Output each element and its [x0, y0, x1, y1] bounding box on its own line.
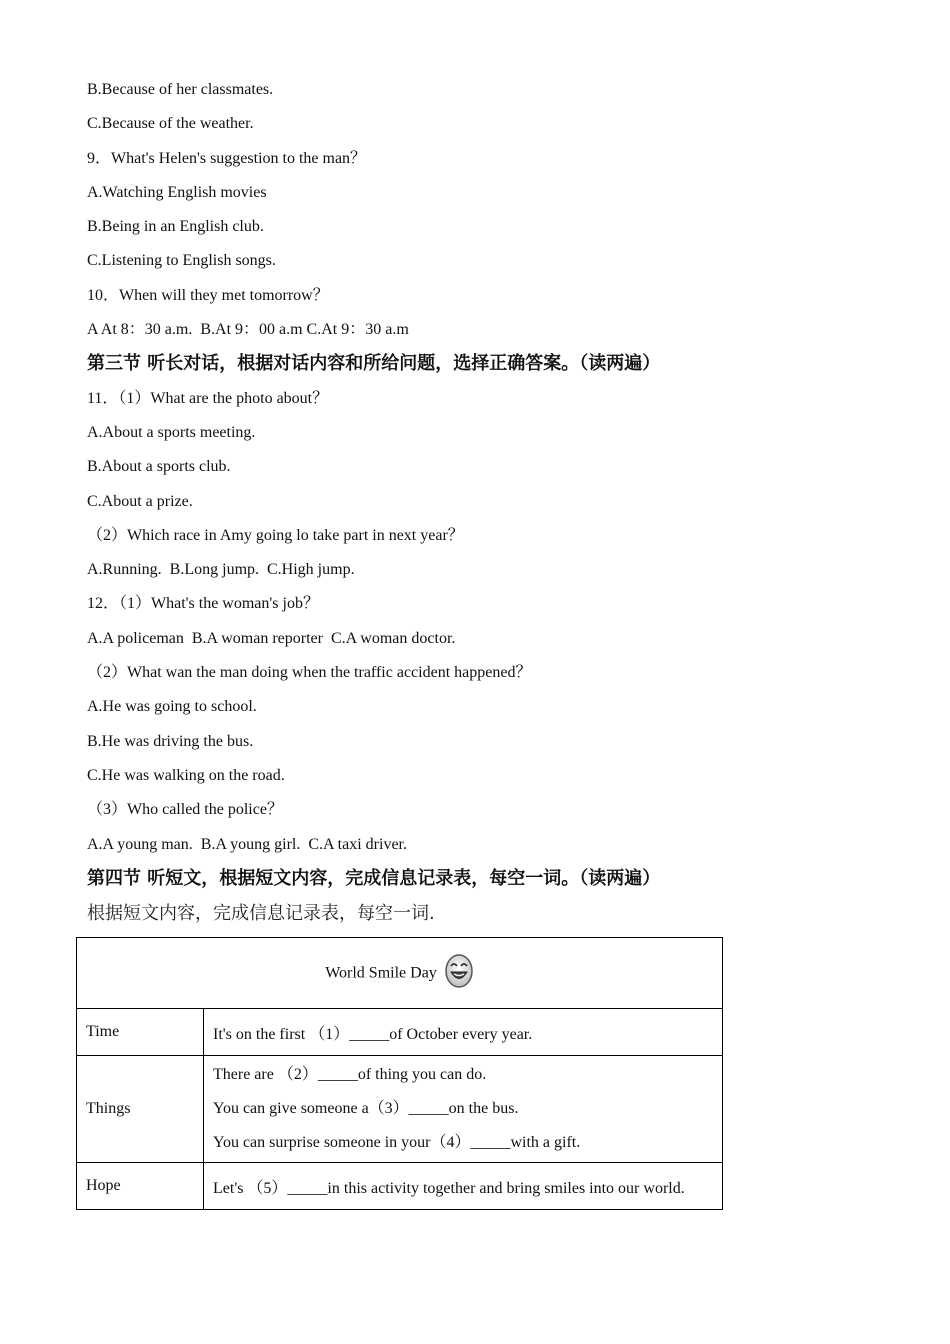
table-title-cell — [77, 938, 723, 1009]
table-row-time — [77, 1009, 723, 1056]
question-10: 10．When will they met tomorrow？ — [87, 286, 329, 304]
time-text: It's on the first （1）_____of October every year. — [204, 1009, 723, 1056]
question-9: 9．What's Helen's suggestion to the man？ — [87, 149, 367, 167]
info-record-table — [76, 937, 723, 1210]
question-12-1: 12．（1）What's the woman's job？ — [87, 595, 319, 613]
answer-option: A.Watching English movies — [87, 183, 267, 201]
answer-option: B.Because of her classmates. — [87, 81, 274, 98]
answer-option: B.Being in an English club. — [87, 218, 264, 236]
question-12-2: （2）What wan the man doing when the traffic accident happened？ — [87, 664, 532, 682]
answer-option: B.About a sports club. — [87, 458, 231, 476]
document-body — [87, 73, 867, 932]
table-title-row — [77, 938, 723, 1009]
answer-options: A.A policeman B.A woman reporter C.A woman doctor. — [87, 629, 456, 647]
section-3-heading: 第三节 听长对话，根据对话内容和所给问题，选择正确答案。（读两遍） — [87, 353, 661, 375]
question-11-1: 11．（1）What are the photo about？ — [87, 389, 329, 407]
things-cell — [204, 1056, 723, 1163]
section-4-instruction: 根据短文内容，完成信息记录表，每空一词. — [87, 903, 435, 925]
answer-option: A.He was going to school. — [87, 698, 257, 716]
answer-options: A At 8：30 a.m. B.At 9：00 a.m C.At 9：30 a.m — [87, 321, 409, 339]
answer-option: C.He was walking on the road. — [87, 766, 285, 784]
hope-text: Let's （5）_____in this activity together and bring smiles into our world. — [204, 1163, 723, 1210]
answer-option: C.Because of the weather. — [87, 115, 254, 133]
things-line: You can surprise someone in your（4）_____with a gift. — [213, 1134, 581, 1151]
question-11-2: （2）Which race in Amy going lo take part in next year？ — [87, 526, 464, 544]
table-row-hope — [77, 1163, 723, 1210]
things-line: You can give someone a（3）_____on the bus. — [213, 1100, 519, 1117]
things-line: There are （2）_____of thing you can do. — [213, 1066, 487, 1083]
table-row-things — [77, 1056, 723, 1163]
laughing-face-icon — [444, 953, 474, 994]
question-12-3: （3）Who called the police？ — [87, 801, 283, 819]
answer-option: A.About a sports meeting. — [87, 423, 256, 441]
section-4-heading: 第四节 听短文，根据短文内容，完成信息记录表，每空一词。（读两遍） — [87, 867, 661, 889]
answer-options: A.Running. B.Long jump. C.High jump. — [87, 561, 355, 579]
time-label: Time — [77, 1009, 204, 1056]
answer-option: C.Listening to English songs. — [87, 252, 276, 270]
answer-option: B.He was driving the bus. — [87, 732, 254, 750]
table-title: World Smile Day — [325, 964, 437, 981]
hope-label: Hope — [77, 1163, 204, 1210]
answer-options: A.A young man. B.A young girl. C.A taxi driver. — [87, 835, 407, 853]
answer-option: C.About a prize. — [87, 492, 193, 510]
things-label: Things — [77, 1056, 204, 1163]
